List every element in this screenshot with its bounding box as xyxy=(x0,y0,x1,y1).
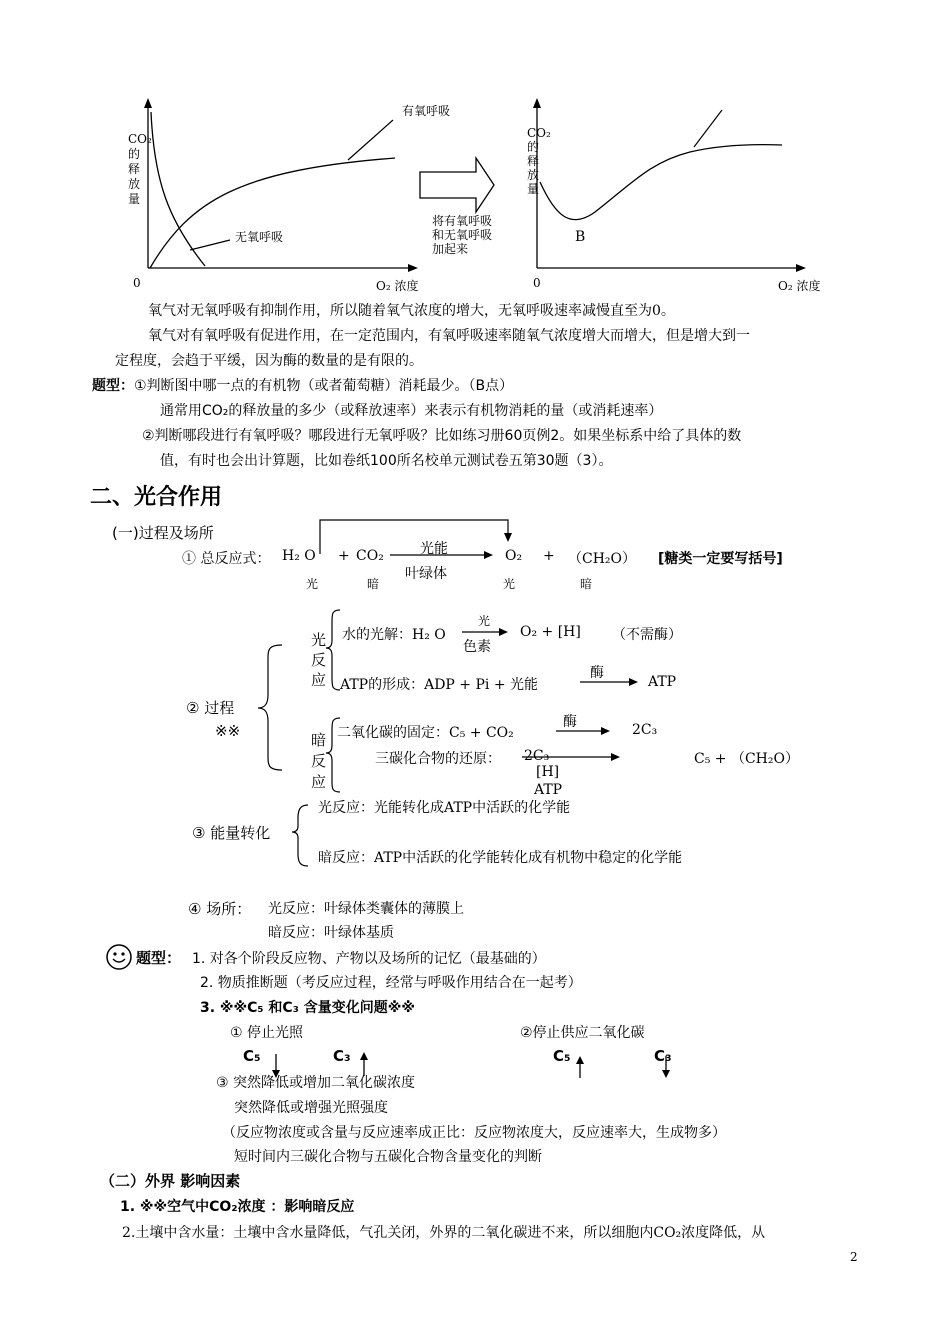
stop-co2-label: ②停止供应二氧化碳 xyxy=(520,1025,645,1041)
label-char: 光 xyxy=(311,631,327,649)
point-b-label: B xyxy=(575,229,586,245)
photolysis-note: （不需酶） xyxy=(612,627,682,643)
type-1: 1. 对各个阶段反应物、产物以及场所的记忆（最基础的） xyxy=(192,951,546,967)
plus-sign: + xyxy=(543,548,555,564)
photolysis-products: O₂ + [H] xyxy=(520,624,581,640)
question-1: ①判断图中哪一点的有机物（或者葡萄糖）消耗最少。（B点） xyxy=(134,378,514,394)
type-3-note2: 短时间内三碳化合物与五碳化合物含量变化的判断 xyxy=(234,1149,542,1165)
process-label: ② 过程 xyxy=(186,699,235,717)
c3-label: C₃ xyxy=(654,1047,672,1065)
arrow-caption xyxy=(432,214,492,256)
label-char: 应 xyxy=(311,671,327,689)
subsection-title-process: (一)过程及场所 xyxy=(112,524,214,542)
respiration-graphs xyxy=(0,90,950,300)
smiley-icon xyxy=(105,943,133,971)
c3-label: C₃ xyxy=(333,1047,351,1065)
location-label: ④ 场所： xyxy=(188,900,252,918)
aerobic-label-pointer xyxy=(348,120,393,160)
arrow-caption-line: 将有氧呼吸 xyxy=(432,214,493,228)
brace-energy xyxy=(292,805,308,866)
photolysis-condition-light: 光 xyxy=(478,614,491,628)
fixation-product: 2C₃ xyxy=(632,722,658,738)
location-dark: 暗反应：叶绿体基质 xyxy=(268,925,394,941)
right-origin: 0 xyxy=(533,276,541,290)
question-types-1 xyxy=(92,375,513,395)
product-ch2o: （CH₂O） xyxy=(568,551,637,567)
right-label-pointer xyxy=(694,110,722,147)
total-reaction-label: ① 总反应式： xyxy=(182,551,271,567)
co2-fixation-label: 二氧化碳的固定：C₅ + CO₂ xyxy=(337,725,514,741)
right-graph-ylabel: CO₂的释放量 xyxy=(527,126,551,196)
dark-reaction-vertical-label xyxy=(311,730,327,793)
factor-1-text: 1. ※※空气中CO₂浓度 ：影响暗反应 xyxy=(120,1199,355,1215)
phase-light-mark: 光 xyxy=(503,577,516,591)
factor-2: 2.土壤中含水量：土壤中含水量降低，气孔关闭，外界的二氧化碳进不来，所以细胞内CO₂浓度降低，从 xyxy=(122,1225,766,1241)
fixation-enzyme: 酶 xyxy=(563,714,577,730)
question-types-2-label: 题型： xyxy=(136,949,182,967)
condition-chloroplast: 叶绿体 xyxy=(405,566,447,582)
type-2: 2. 物质推断题（考反应过程，经常与呼吸作用结合在一起考） xyxy=(200,975,582,991)
type-3: 3. ※※C₅ 和C₃ 含量变化问题※※ xyxy=(200,1000,415,1016)
arrow-caption-line: 加起来 xyxy=(432,242,469,256)
type-3-item-3b: 突然降低或增强光照强度 xyxy=(234,1100,388,1116)
subsection-title-factors: （二）外界 影响因素 xyxy=(100,1172,241,1190)
type-3-note: （反应物浓度或含量与反应速率成正比：反应物浓度大，反应速率大，生成物多） xyxy=(222,1125,726,1141)
arrow-caption-line: 和无氧呼吸 xyxy=(432,228,493,242)
plus-sign: + xyxy=(338,548,350,564)
phase-dark-mark: 暗 xyxy=(367,577,380,591)
reduction-products: C₅ + （CH₂O） xyxy=(694,751,799,767)
page-number: 2 xyxy=(850,1250,858,1264)
c5-label: C₅ xyxy=(243,1047,261,1065)
question-1-note: 通常用CO₂的释放量的多少（或释放速率）来表示有机物消耗的量（或消耗速率） xyxy=(160,403,663,419)
product-o2: O₂ xyxy=(505,548,523,564)
reduction-condition-atp: ATP xyxy=(534,782,563,798)
atp-enzyme: 酶 xyxy=(590,665,604,681)
label-char: 反 xyxy=(311,752,327,770)
phase-light-mark: 光 xyxy=(306,577,319,591)
question-types-label: 题型： xyxy=(92,378,134,394)
sugar-bracket-note: [糖类一定要写括号] xyxy=(658,551,783,567)
reactant-h2o: H₂ O xyxy=(282,548,316,564)
stop-light-label: ① 停止光照 xyxy=(230,1025,304,1041)
type-3-item-3: ③ 突然降低或增加二氧化碳浓度 xyxy=(216,1075,416,1091)
factor-1 xyxy=(120,1196,354,1216)
left-origin: 0 xyxy=(133,276,141,290)
energy-dark: 暗反应：ATP中活跃的化学能转化成有机物中稳定的化学能 xyxy=(318,850,683,866)
c3-reduction-label: 三碳化合物的还原： xyxy=(375,751,501,767)
location-light: 光反应：叶绿体类囊体的薄膜上 xyxy=(268,901,464,917)
left-graph-xlabel: O₂ 浓度 xyxy=(376,279,419,293)
c5-label: C₅ xyxy=(553,1047,571,1065)
paragraph-aerobic-line1: 氧气对有氧呼吸有促进作用，在一定范围内，有氧呼吸速率随氧气浓度增大而增大，但是增大到一 xyxy=(148,328,750,344)
energy-light: 光反应：光能转化成ATP中活跃的化学能 xyxy=(318,800,571,816)
brace-process xyxy=(258,645,282,770)
condition-light-energy: 光能 xyxy=(420,541,448,557)
photolysis-condition-pigment: 色素 xyxy=(463,639,491,655)
right-graph-xlabel: O₂ 浓度 xyxy=(778,279,821,293)
anaerobic-label-pointer xyxy=(190,240,230,250)
paragraph-anaerobic: 氧气对无氧呼吸有抑制作用，所以随着氧气浓度的增大，无氧呼吸速率减慢直至为0。 xyxy=(148,303,675,319)
content-change-arrows xyxy=(0,1040,950,1090)
aerobic-label: 有氧呼吸 xyxy=(402,104,451,118)
label-char: 暗 xyxy=(311,731,327,749)
combine-arrow-icon xyxy=(420,158,494,212)
phase-dark-mark: 暗 xyxy=(580,577,593,591)
question-2-line2: 值，有时也会出计算题，比如卷纸100所名校单元测试卷五第30题（3）。 xyxy=(160,453,613,469)
label-char: 应 xyxy=(311,773,327,791)
question-2-line1: ②判断哪段进行有氧呼吸？哪段进行无氧呼吸？比如练习册60页例2。如果坐标系中给了具体的数 xyxy=(142,428,742,444)
left-graph-ylabel: CO₂的释放量 xyxy=(128,132,152,206)
brace-light xyxy=(326,610,340,690)
anaerobic-label: 无氧呼吸 xyxy=(235,230,284,244)
aerobic-curve xyxy=(150,158,395,268)
process-marks: ※※ xyxy=(215,722,241,740)
atp-formation-label: ATP的形成：ADP + Pi + 光能 xyxy=(340,677,539,693)
reduction-condition-h: [H] xyxy=(536,764,560,780)
reduction-reactant: 2C₃ xyxy=(524,748,550,764)
energy-conversion-label: ③ 能量转化 xyxy=(192,824,271,842)
photolysis-label: 水的光解：H₂ O xyxy=(342,627,446,643)
atp-product: ATP xyxy=(648,674,677,690)
section-title-photosynthesis: 二、光合作用 xyxy=(90,485,223,510)
combined-curve xyxy=(540,145,782,220)
anaerobic-curve xyxy=(151,112,205,266)
reactant-co2: CO₂ xyxy=(356,548,384,564)
label-char: 反 xyxy=(311,651,327,669)
paragraph-aerobic-line2: 定程度，会趋于平缓，因为酶的数量的是有限的。 xyxy=(115,353,423,369)
light-reaction-vertical-label xyxy=(311,630,327,690)
